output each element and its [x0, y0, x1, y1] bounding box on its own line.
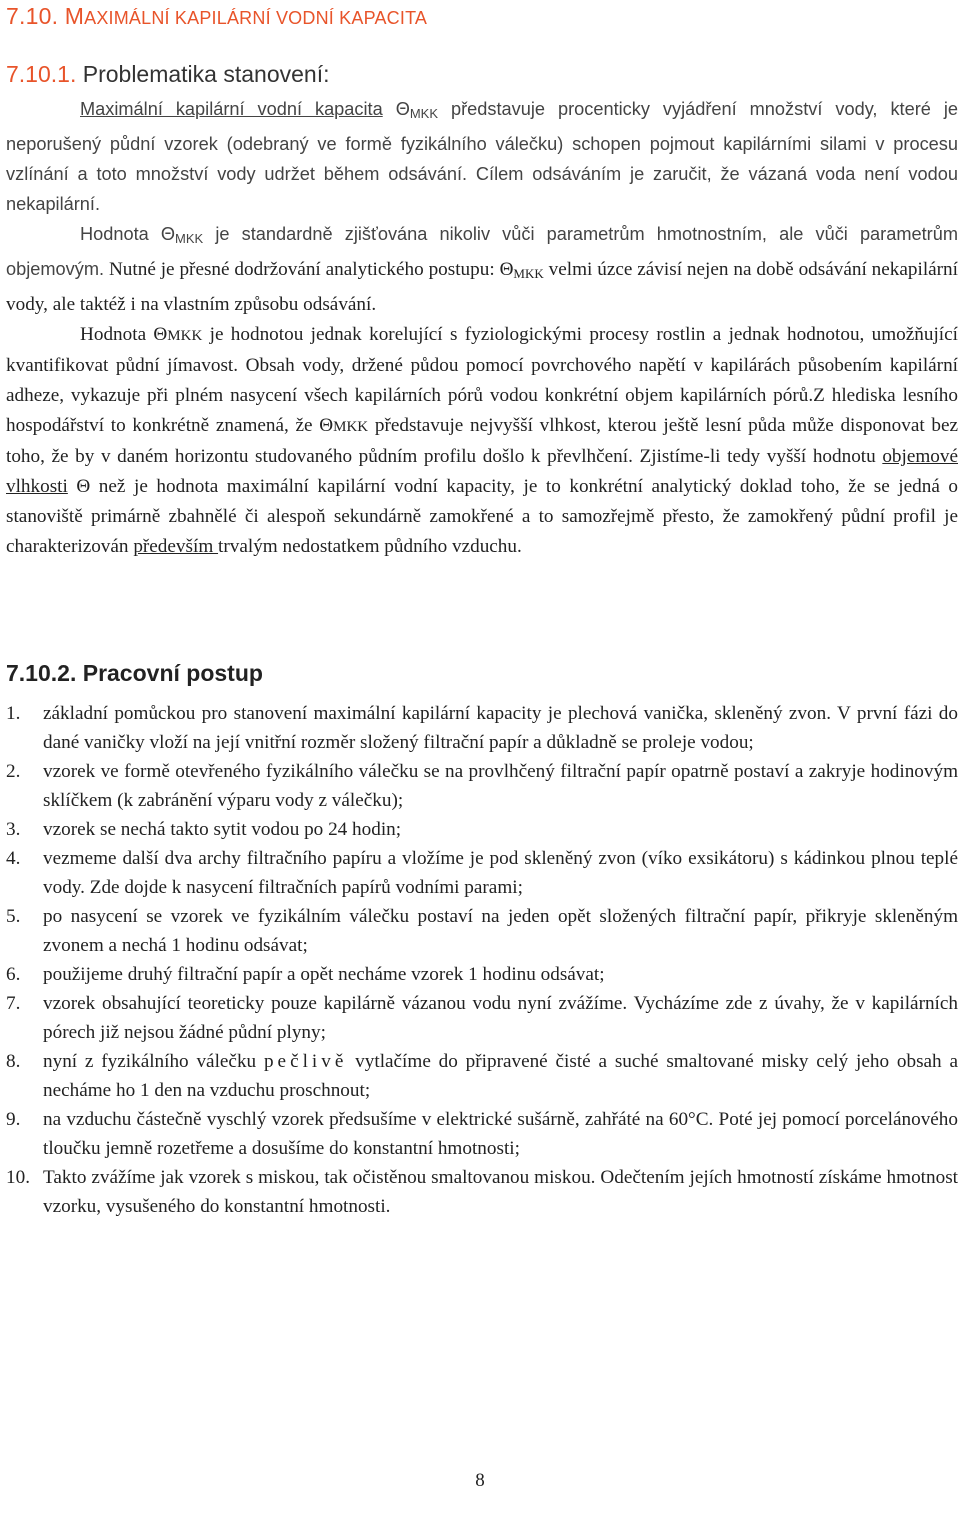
chapter-title-initial: M	[64, 3, 85, 29]
chapter-title-rest: AXIMÁLNÍ KAPILÁRNÍ VODNÍ KAPACITA	[84, 8, 428, 28]
paragraph-3-text-e: trvalým nedostatkem půdního vzduchu.	[218, 536, 522, 557]
theta-subscript: MKK	[175, 231, 204, 246]
paragraph-3-text-c: představuje nejvyšší vlhkost, kterou ještě lesní půda může disponovat bez toho, že by v daném horizontu studovaného půdním profilu došlo k převlhčení. Zjistíme-li tedy vyšší hodnotu	[6, 415, 958, 467]
list-item	[6, 1163, 958, 1221]
list-item-text: základní pomůckou pro stanovení maximální kapilární kapacity je plechová vanička, skleněný zvon. V první fázi do dané vaničky vloží na její vnitřní rozměr složený filtrační papír a důkladně se proleje vodou;	[43, 703, 958, 753]
list-item-number: 6.	[6, 964, 21, 985]
list-item-text: vytlačíme do připravené čisté a suché smaltované misky celý jeho obsah a necháme ho 1 den na vzduchu proschnout;	[43, 1051, 958, 1101]
list-item-number: 9.	[6, 1109, 21, 1130]
paragraph-2-text-d: velmi úzce závisí nejen na době odsávání nekapilární vody, ale taktéž i na vlastním způsobu odsávání.	[6, 259, 958, 315]
section-body-1	[6, 94, 958, 562]
theta-symbol: Θ	[395, 99, 410, 119]
paragraph-2	[6, 219, 958, 320]
chapter-number: 7.10.	[6, 3, 59, 29]
chapter-heading	[6, 3, 427, 30]
list-item	[6, 699, 958, 757]
theta-subscript: MKK	[409, 106, 439, 121]
list-item	[6, 960, 958, 989]
theta-label: MKK	[167, 328, 203, 344]
term-underlined: objemové vlhkosti	[6, 446, 958, 497]
section-heading-2: 7.10.2. Pracovní postup	[6, 660, 263, 686]
paragraph-2-text-b: je standardně zjišťována nikoliv vůči parametrům hmotnostním, ale vůči parametrům objemovým.	[6, 224, 958, 279]
list-item-text: po nasycení se vzorek ve fyzikálním válečku postaví na jeden opět složených filtrační papír, přikryje skleněným zvonem a nechá 1 hodinu odsávat;	[43, 906, 958, 956]
section-title-1: Problematika stanovení:	[82, 61, 330, 87]
list-item	[6, 844, 958, 902]
list-item	[6, 1047, 958, 1105]
list-item	[6, 757, 958, 815]
list-item-text: použijeme druhý filtrační papír a opět necháme vzorek 1 hodinu odsávat;	[43, 964, 605, 985]
list-item	[6, 989, 958, 1047]
page-number: 8	[475, 1470, 485, 1491]
section-number-1: 7.10.1.	[6, 61, 77, 87]
paragraph-3-text-a: Hodnota	[80, 324, 154, 345]
list-item-text: vezmeme další dva archy filtračního papíru a vložíme je pod skleněný zvon (víko exsikátoru) s kádinkou plnou teplé vody. Zde dojde k nasycení filtračních papírů vodními parami;	[43, 848, 958, 898]
list-item-text: vzorek se nechá takto sytit vodou po 24 hodin;	[43, 819, 402, 840]
paragraph-2-text-c-wrap	[6, 259, 958, 315]
paragraph-2-text-c: Nutné je přesné dodržování analytického postupu:	[104, 259, 500, 280]
theta-symbol: Θ	[153, 324, 168, 345]
list-item-text-spaced: pečlivě	[263, 1051, 348, 1072]
list-item-number: 7.	[6, 993, 21, 1014]
theta-symbol: Θ	[160, 224, 176, 244]
procedure-list	[6, 699, 958, 1221]
list-item-number: 2.	[6, 761, 21, 782]
list-item-number: 10.	[6, 1167, 30, 1188]
paragraph-3-text-d: Θ než je hodnota maximální kapilární vodní kapacity, je to konkrétní analytický doklad toho, že se jedná o stanoviště primárně zbahnělé či alespoň sekundárně zamokřené a to samozřejmě přesto, že zamokřený půdní profil je charakterizován	[6, 476, 958, 557]
list-item-text: Takto zvážíme jak vzorek s miskou, tak očistěnou smaltovanou miskou. Odečtením jejích hmotností získáme hmotnost vzorku, vysušeného do konstantní hmotnosti.	[43, 1167, 958, 1217]
paragraph-3	[6, 320, 958, 562]
list-item-number: 4.	[6, 848, 21, 869]
theta-symbol: Θ	[319, 415, 334, 436]
list-item-number: 3.	[6, 819, 21, 840]
term-underlined: Maximální kapilární vodní kapacita	[80, 99, 383, 119]
paragraph-1-text: představuje procenticky vyjádření množství vody, které je neporušený půdní vzorek (odebraný ve formě fyzikálního válečku) schopen pojmout kapilárními silami v procesu vzlínání a toto množství vody udržet během odsávání. Cílem odsáváním je zaručit, že vázaná voda není vodou nekapilární.	[6, 99, 958, 214]
list-item-number: 8.	[6, 1051, 21, 1072]
paragraph-1	[6, 94, 958, 219]
paragraph-3-text-b: je hodnotou jednak korelující s fyziologickými procesy rostlin a jednak hodnotou, umožňující kvantifikovat půdní jímavost. Obsah vody, držené půdou pomocí povrchového napětí v kapilárách působením kapilární adheze, vykazuje při plném nasycení všech kapilárních pórů vodou konkrétní objem kapilárních pórů.Z hlediska lesního hospodářství to konkrétně znamená, že	[6, 324, 958, 436]
theta-label: MKK	[333, 419, 369, 435]
paragraph-2-text-a: Hodnota	[80, 224, 161, 244]
theta-subscript: MKK	[513, 266, 544, 281]
list-item	[6, 1105, 958, 1163]
theta-symbol: Θ	[499, 259, 514, 280]
list-item-text: vzorek obsahující teoreticky pouze kapilárně vázanou vodu nyní zvážíme. Vycházíme zde z úvahy, že v kapilárních pórech již nejsou žádné půdní plyny;	[43, 993, 958, 1043]
list-item	[6, 815, 958, 844]
list-item	[6, 902, 958, 960]
list-item-number: 5.	[6, 906, 21, 927]
section-heading-1	[6, 61, 329, 88]
list-item-number: 1.	[6, 703, 21, 724]
list-item-text: na vzduchu částečně vyschlý vzorek předsušíme v elektrické sušárně, zahřáté na 60°C. Poté jej pomocí porcelánového tloučku jemně rozetřeme a dosušíme do konstantní hmotnosti;	[43, 1109, 958, 1159]
list-item-text: nyní z fyzikálního válečku	[43, 1051, 264, 1072]
term-underlined: především	[133, 536, 219, 557]
list-item-text: vzorek ve formě otevřeného fyzikálního válečku se na provlhčený filtrační papír opatrně postaví a zakryje hodinovým sklíčkem (k zabránění výparu vody z válečku);	[43, 761, 958, 811]
